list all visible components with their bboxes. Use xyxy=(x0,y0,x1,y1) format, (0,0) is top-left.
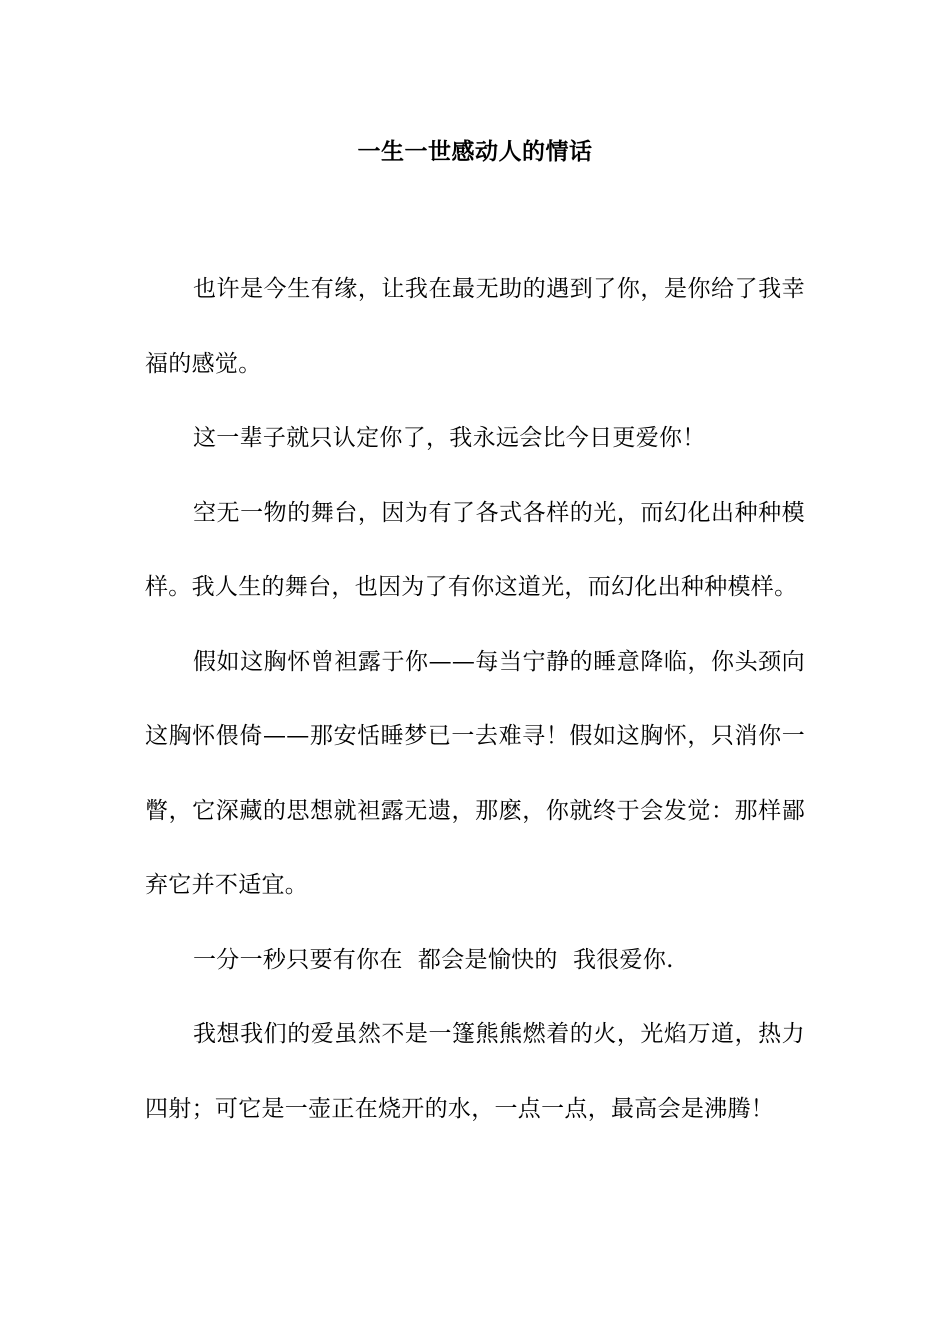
document-body xyxy=(145,252,805,1146)
paragraph: 也许是今生有缘，让我在最无助的遇到了你，是你给了我幸福的感觉。 xyxy=(145,276,805,377)
paragraph: 我想我们的爱虽然不是一篷熊熊燃着的火，光焰万道，热力四射；可它是一壶正在烧开的水，一点一点，最高会是沸腾！ xyxy=(145,1021,805,1122)
paragraph: 一分一秒只要有你在 都会是愉快的 我很爱你. xyxy=(193,946,674,973)
paragraph: 这一辈子就只认定你了，我永远会比今日更爱你！ xyxy=(193,425,706,451)
document-title: 一生一世感动人的情话 xyxy=(357,139,593,165)
paragraph: 空无一物的舞台，因为有了各式各样的光，而幻化出种种模样。我人生的舞台，也因为了有你这道光，而幻化出种种模样。 xyxy=(145,499,805,600)
paragraph: 假如这胸怀曾袒露于你——每当宁静的睡意降临，你头颈向这胸怀偎倚——那安恬睡梦已一去难寻！假如这胸怀，只消你一瞥，它深藏的思想就袒露无遗，那麽，你就终于会发觉：那样鄙弃它并不适宜。 xyxy=(145,648,805,898)
